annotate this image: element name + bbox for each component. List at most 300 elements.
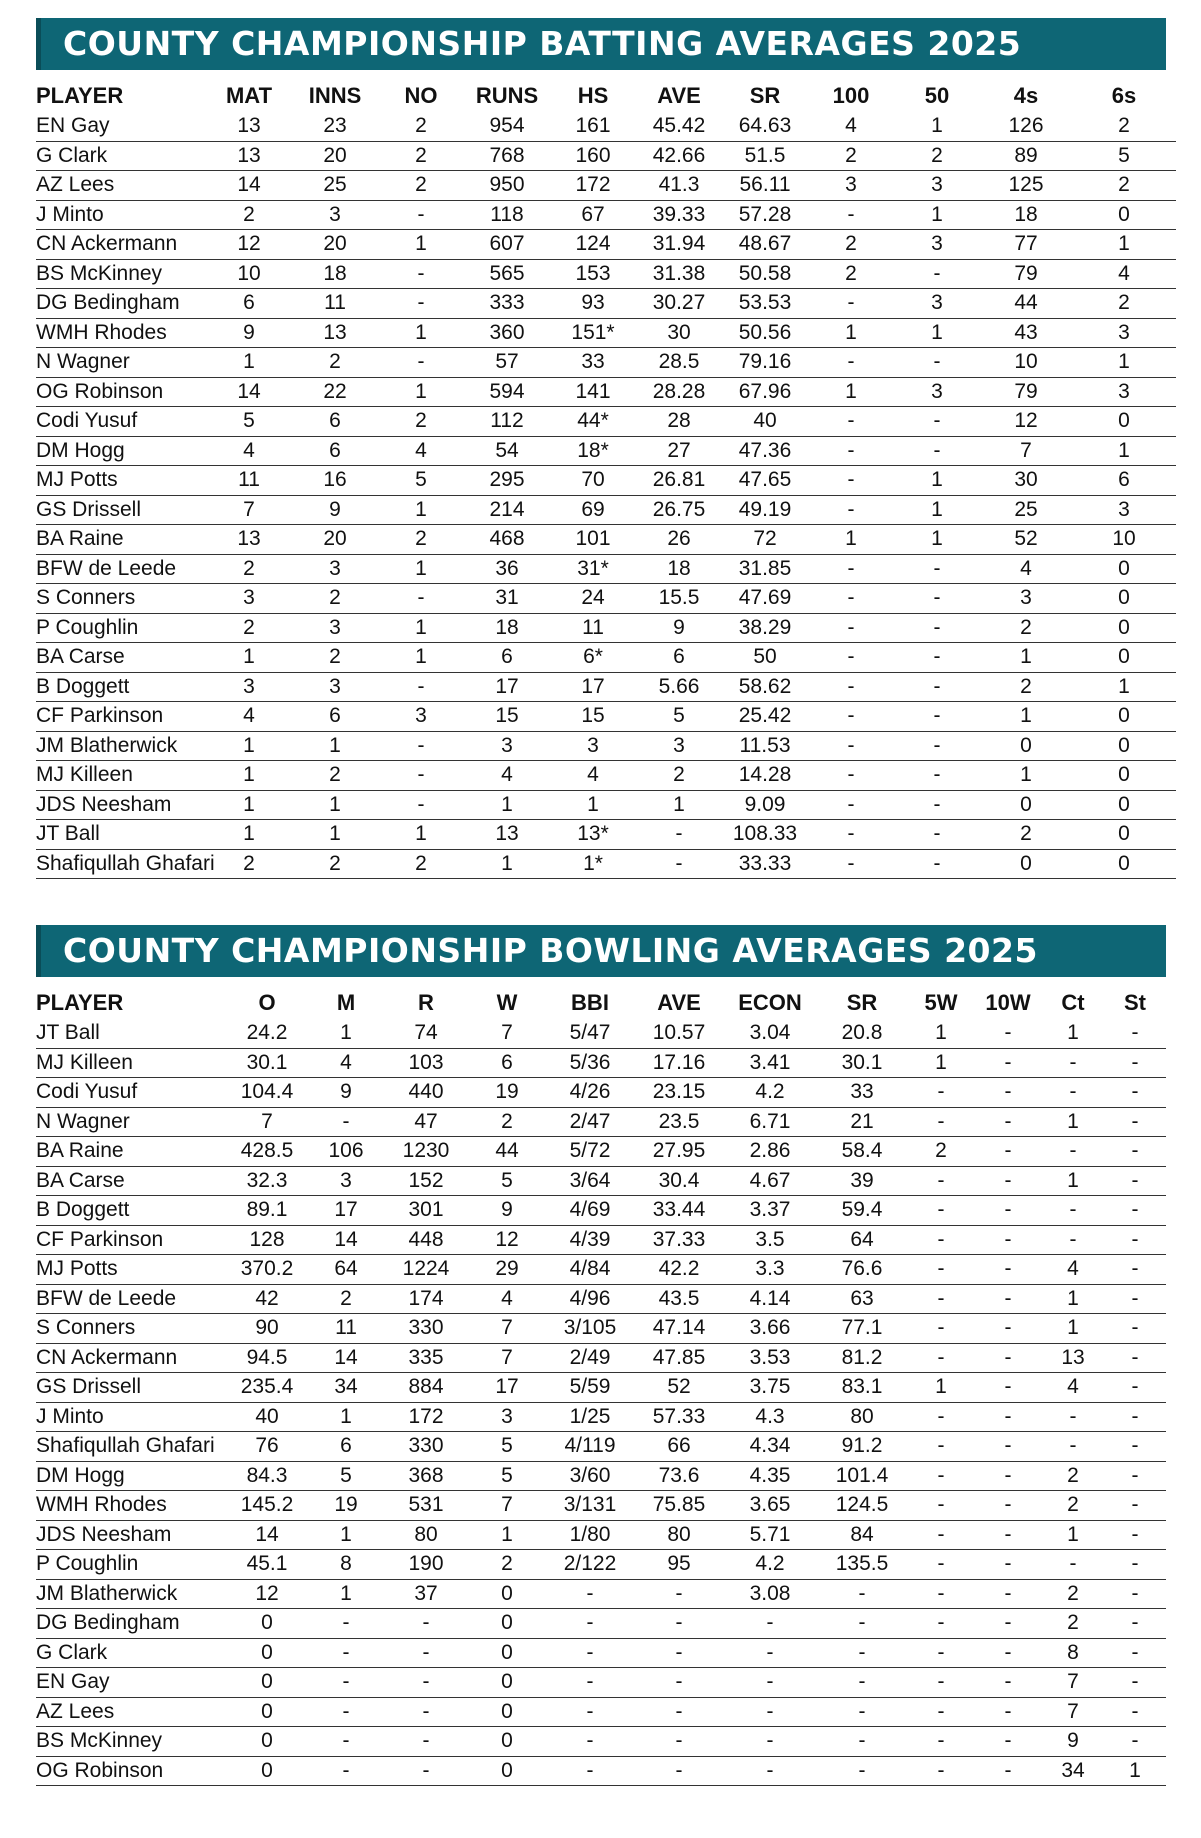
player-name-cell: JDS Neesham [36, 790, 206, 820]
player-name-cell: P Coughlin [36, 1550, 226, 1580]
stat-cell: 80 [634, 1520, 724, 1550]
stat-cell: 6.71 [724, 1107, 816, 1137]
stat-cell: - [908, 1402, 974, 1432]
stat-cell: 3 [206, 584, 292, 614]
stat-cell: 0 [1072, 849, 1176, 879]
stat-cell: 9 [636, 613, 722, 643]
stat-cell: 4.3 [724, 1402, 816, 1432]
stat-cell: 70 [550, 466, 636, 496]
stat-cell: 2 [1042, 1609, 1104, 1639]
stat-cell: - [816, 1727, 908, 1757]
player-name-cell: JDS Neesham [36, 1520, 226, 1550]
stat-cell: 4 [1072, 259, 1176, 289]
stat-cell: 0 [226, 1609, 308, 1639]
stat-cell: - [1104, 1491, 1166, 1521]
stat-cell: 5 [636, 702, 722, 732]
stat-cell: 30.4 [634, 1166, 724, 1196]
stat-cell: 1/80 [546, 1520, 634, 1550]
stat-cell: - [634, 1668, 724, 1698]
stat-cell: 45.42 [636, 112, 722, 141]
stat-cell: 54 [464, 436, 550, 466]
player-name-cell: CN Ackermann [36, 1343, 226, 1373]
stat-cell: 1 [206, 790, 292, 820]
stat-cell: 44* [550, 407, 636, 437]
stat-cell: - [908, 1255, 974, 1285]
table-row [36, 289, 1176, 319]
stat-cell: 81.2 [816, 1343, 908, 1373]
stat-cell: - [308, 1107, 384, 1137]
stat-cell: 3 [292, 554, 378, 584]
stat-cell: - [894, 849, 980, 879]
stat-cell: 3 [468, 1402, 546, 1432]
player-name-cell: B Doggett [36, 672, 206, 702]
stat-cell: 2 [292, 761, 378, 791]
player-name-cell: Shafiqullah Ghafari [36, 849, 206, 879]
stat-cell: 95 [634, 1550, 724, 1580]
stat-cell: 10 [1072, 525, 1176, 555]
table-row [36, 466, 1176, 496]
stat-cell: 2 [908, 1137, 974, 1167]
stat-cell: 5 [468, 1432, 546, 1462]
stat-cell: 67 [550, 200, 636, 230]
stat-cell: - [724, 1727, 816, 1757]
stat-cell: 94.5 [226, 1343, 308, 1373]
stat-cell: - [908, 1314, 974, 1344]
stat-cell: 58.62 [722, 672, 808, 702]
stat-cell: - [974, 1550, 1042, 1580]
stat-cell: - [634, 1638, 724, 1668]
stat-cell: - [634, 1727, 724, 1757]
stat-cell: 53.53 [722, 289, 808, 319]
bowling-header-row [36, 987, 1166, 1019]
stat-cell: 25 [980, 495, 1072, 525]
stat-cell: 1 [894, 466, 980, 496]
stat-cell: 2 [292, 849, 378, 879]
stat-cell: - [1104, 1078, 1166, 1108]
stat-cell: 4 [378, 436, 464, 466]
stat-cell: - [974, 1314, 1042, 1344]
stat-cell: 2 [378, 525, 464, 555]
stat-cell: 17.16 [634, 1048, 724, 1078]
batting-averages-section [36, 18, 1166, 879]
stat-cell: 1 [980, 761, 1072, 791]
table-row [36, 1550, 1166, 1580]
stat-cell: 3.04 [724, 1019, 816, 1048]
player-name-cell: DM Hogg [36, 436, 206, 466]
stat-cell: 58.4 [816, 1137, 908, 1167]
stat-cell: - [808, 495, 894, 525]
player-name-cell: MJ Potts [36, 466, 206, 496]
stat-cell: 0 [226, 1668, 308, 1698]
stat-cell: 3 [1072, 495, 1176, 525]
player-name-cell: MJ Potts [36, 1255, 226, 1285]
player-name-cell: G Clark [36, 1638, 226, 1668]
stat-cell: - [1104, 1520, 1166, 1550]
stat-cell: 22 [292, 377, 378, 407]
stat-cell: 2 [206, 200, 292, 230]
stat-cell: 4/119 [546, 1432, 634, 1462]
stat-cell: 2 [980, 820, 1072, 850]
stat-cell: 153 [550, 259, 636, 289]
stat-cell: 14.28 [722, 761, 808, 791]
stat-cell: - [1042, 1137, 1104, 1167]
stat-cell: 11 [308, 1314, 384, 1344]
bowling-column-header: Ct [1061, 990, 1085, 1015]
player-name-cell: BFW de Leede [36, 554, 206, 584]
batting-column-header: PLAYER [36, 83, 124, 108]
stat-cell: - [974, 1048, 1042, 1078]
stat-cell: 44 [980, 289, 1072, 319]
stat-cell: 1 [206, 761, 292, 791]
stat-cell: 1 [1042, 1284, 1104, 1314]
stat-cell: 1230 [384, 1137, 468, 1167]
stat-cell: 2 [1042, 1579, 1104, 1609]
stat-cell: - [974, 1343, 1042, 1373]
stat-cell: 7 [226, 1107, 308, 1137]
stat-cell: - [308, 1609, 384, 1639]
stat-cell: 52 [634, 1373, 724, 1403]
table-row [36, 1579, 1166, 1609]
stat-cell: 2 [808, 259, 894, 289]
stat-cell: 3 [636, 731, 722, 761]
stat-cell: 3.5 [724, 1225, 816, 1255]
stat-cell: 104.4 [226, 1078, 308, 1108]
stat-cell: - [808, 348, 894, 378]
stat-cell: 17 [308, 1196, 384, 1226]
stat-cell: - [546, 1579, 634, 1609]
table-row [36, 1727, 1166, 1757]
stat-cell: 3.3 [724, 1255, 816, 1285]
player-name-cell: G Clark [36, 141, 206, 171]
stat-cell: 3/60 [546, 1461, 634, 1491]
stat-cell: - [634, 1609, 724, 1639]
stat-cell: 26.81 [636, 466, 722, 496]
player-name-cell: B Doggett [36, 1196, 226, 1226]
stat-cell: - [546, 1756, 634, 1786]
batting-table [36, 80, 1176, 879]
stat-cell: - [1104, 1461, 1166, 1491]
table-row [36, 200, 1176, 230]
stat-cell: 64 [308, 1255, 384, 1285]
stat-cell: 17 [468, 1373, 546, 1403]
stat-cell: - [1104, 1579, 1166, 1609]
stat-cell: 56.11 [722, 171, 808, 201]
stat-cell: 57 [464, 348, 550, 378]
stat-cell: 31.38 [636, 259, 722, 289]
stat-cell: 4/39 [546, 1225, 634, 1255]
stat-cell: 13 [206, 112, 292, 141]
player-name-cell: BS McKinney [36, 259, 206, 289]
stat-cell: 5 [308, 1461, 384, 1491]
player-name-cell: BA Raine [36, 525, 206, 555]
stat-cell: 83.1 [816, 1373, 908, 1403]
stat-cell: 43.5 [634, 1284, 724, 1314]
stat-cell: - [894, 820, 980, 850]
stat-cell: 4.2 [724, 1550, 816, 1580]
stat-cell: 152 [384, 1166, 468, 1196]
stat-cell: - [816, 1697, 908, 1727]
stat-cell: - [308, 1756, 384, 1786]
stat-cell: 235.4 [226, 1373, 308, 1403]
stat-cell: 1 [1042, 1520, 1104, 1550]
table-row [36, 377, 1176, 407]
stat-cell: - [908, 1343, 974, 1373]
stat-cell: 76 [226, 1432, 308, 1462]
stat-cell: - [908, 1697, 974, 1727]
stat-cell: - [634, 1697, 724, 1727]
stat-cell: 51.5 [722, 141, 808, 171]
stat-cell: - [894, 348, 980, 378]
stat-cell: 1 [378, 613, 464, 643]
stat-cell: - [724, 1697, 816, 1727]
player-name-cell: N Wagner [36, 348, 206, 378]
stat-cell: - [908, 1609, 974, 1639]
table-row [36, 1491, 1166, 1521]
stat-cell: 64 [816, 1225, 908, 1255]
stat-cell: 80 [816, 1402, 908, 1432]
stat-cell: 5 [206, 407, 292, 437]
stat-cell: - [808, 613, 894, 643]
stat-cell: 1 [980, 643, 1072, 673]
stat-cell: 13 [292, 318, 378, 348]
stat-cell: 3.08 [724, 1579, 816, 1609]
stat-cell: 12 [226, 1579, 308, 1609]
stat-cell: 32.3 [226, 1166, 308, 1196]
stat-cell: 3 [1072, 377, 1176, 407]
table-row [36, 643, 1176, 673]
stat-cell: 330 [384, 1432, 468, 1462]
stat-cell: 79 [980, 377, 1072, 407]
stat-cell: 594 [464, 377, 550, 407]
stat-cell: 10 [980, 348, 1072, 378]
stat-cell: 2 [1072, 112, 1176, 141]
stat-cell: - [808, 200, 894, 230]
stat-cell: 448 [384, 1225, 468, 1255]
stat-cell: 5/59 [546, 1373, 634, 1403]
stat-cell: 1 [808, 525, 894, 555]
stat-cell: 93 [550, 289, 636, 319]
stat-cell: - [384, 1668, 468, 1698]
stat-cell: - [384, 1638, 468, 1668]
stat-cell: 0 [1072, 407, 1176, 437]
stat-cell: - [974, 1196, 1042, 1226]
stat-cell: 30 [980, 466, 1072, 496]
stat-cell: 23.15 [634, 1078, 724, 1108]
stat-cell: 18 [292, 259, 378, 289]
stat-cell: 6* [550, 643, 636, 673]
stat-cell: 74 [384, 1019, 468, 1048]
stat-cell: - [378, 348, 464, 378]
player-name-cell: MJ Killeen [36, 761, 206, 791]
stat-cell: 11.53 [722, 731, 808, 761]
stat-cell: 7 [468, 1314, 546, 1344]
stat-cell: - [908, 1196, 974, 1226]
stat-cell: 17 [550, 672, 636, 702]
player-name-cell: CN Ackermann [36, 230, 206, 260]
player-name-cell: CF Parkinson [36, 1225, 226, 1255]
stat-cell: - [546, 1638, 634, 1668]
stat-cell: 118 [464, 200, 550, 230]
stat-cell: 295 [464, 466, 550, 496]
batting-header-row [36, 80, 1176, 112]
stat-cell: 1 [550, 790, 636, 820]
stat-cell: 1 [894, 200, 980, 230]
stat-cell: - [308, 1638, 384, 1668]
stat-cell: 40 [722, 407, 808, 437]
stat-cell: 18 [980, 200, 1072, 230]
stat-cell: 11 [292, 289, 378, 319]
stat-cell: 3 [378, 702, 464, 732]
stat-cell: 3 [464, 731, 550, 761]
stat-cell: 1 [1072, 348, 1176, 378]
stat-cell: 2 [980, 672, 1072, 702]
table-row [36, 1343, 1166, 1373]
stat-cell: 141 [550, 377, 636, 407]
stat-cell: 77.1 [816, 1314, 908, 1344]
stat-cell: 6 [292, 436, 378, 466]
stat-cell: 1/25 [546, 1402, 634, 1432]
batting-column-header: MAT [225, 83, 273, 108]
stat-cell: 42.2 [634, 1255, 724, 1285]
bowling-column-header: St [1124, 990, 1146, 1015]
stat-cell: 89.1 [226, 1196, 308, 1226]
table-row [36, 1461, 1166, 1491]
stat-cell: 50.58 [722, 259, 808, 289]
stat-cell: - [724, 1756, 816, 1786]
table-row [36, 525, 1176, 555]
stat-cell: 101.4 [816, 1461, 908, 1491]
stat-cell: 1 [378, 643, 464, 673]
stat-cell: 10 [206, 259, 292, 289]
stat-cell: 25 [292, 171, 378, 201]
stat-cell: - [894, 407, 980, 437]
stat-cell: 2 [378, 141, 464, 171]
stat-cell: - [1104, 1107, 1166, 1137]
stat-cell: - [1042, 1402, 1104, 1432]
table-row [36, 407, 1176, 437]
player-name-cell: OG Robinson [36, 1756, 226, 1786]
stat-cell: - [378, 259, 464, 289]
stat-cell: - [808, 790, 894, 820]
stat-cell: 950 [464, 171, 550, 201]
stat-cell: 3.75 [724, 1373, 816, 1403]
stat-cell: 1 [378, 554, 464, 584]
stat-cell: 23 [292, 112, 378, 141]
stat-cell: 14 [308, 1343, 384, 1373]
stat-cell: - [546, 1668, 634, 1698]
stat-cell: 44 [468, 1137, 546, 1167]
stat-cell: 160 [550, 141, 636, 171]
stat-cell: 33 [816, 1078, 908, 1108]
table-row [36, 1255, 1166, 1285]
bowling-body [36, 1019, 1166, 1786]
stat-cell: 0 [1072, 200, 1176, 230]
stat-cell: 3.65 [724, 1491, 816, 1521]
player-name-cell: BA Raine [36, 1137, 226, 1167]
stat-cell: 1 [206, 820, 292, 850]
stat-cell: 108.33 [722, 820, 808, 850]
stat-cell: 370.2 [226, 1255, 308, 1285]
stat-cell: 30.1 [226, 1048, 308, 1078]
player-name-cell: Shafiqullah Ghafari [36, 1432, 226, 1462]
stat-cell: 9.09 [722, 790, 808, 820]
stat-cell: - [808, 672, 894, 702]
stat-cell: - [908, 1432, 974, 1462]
stat-cell: 3 [308, 1166, 384, 1196]
stat-cell: 79.16 [722, 348, 808, 378]
stat-cell: - [974, 1491, 1042, 1521]
stat-cell: 3.37 [724, 1196, 816, 1226]
stat-cell: 2 [1072, 289, 1176, 319]
stat-cell: - [894, 436, 980, 466]
stat-cell: 1 [464, 849, 550, 879]
stat-cell: 19 [308, 1491, 384, 1521]
stat-cell: 2 [206, 613, 292, 643]
stat-cell: - [808, 643, 894, 673]
batting-column-header: 4s [1013, 83, 1039, 108]
stat-cell: 91.2 [816, 1432, 908, 1462]
stat-cell: 20 [292, 525, 378, 555]
stat-cell: 1 [1042, 1107, 1104, 1137]
stat-cell: 20.8 [816, 1019, 908, 1048]
table-row [36, 1166, 1166, 1196]
table-row [36, 1019, 1166, 1048]
stat-cell: - [1104, 1638, 1166, 1668]
stat-cell: 768 [464, 141, 550, 171]
player-name-cell: P Coughlin [36, 613, 206, 643]
stat-cell: 174 [384, 1284, 468, 1314]
stat-cell: 47.65 [722, 466, 808, 496]
table-row [36, 112, 1176, 141]
stat-cell: 14 [206, 377, 292, 407]
stat-cell: 1 [908, 1373, 974, 1403]
stat-cell: - [974, 1697, 1042, 1727]
batting-column-header: NO [404, 83, 438, 108]
stat-cell: 43 [980, 318, 1072, 348]
stat-cell: 1 [308, 1402, 384, 1432]
stat-cell: - [974, 1609, 1042, 1639]
stat-cell: 6 [206, 289, 292, 319]
stat-cell: - [378, 672, 464, 702]
table-row [36, 849, 1176, 879]
stat-cell: 0 [1072, 702, 1176, 732]
stat-cell: 3 [808, 171, 894, 201]
stat-cell: 3.53 [724, 1343, 816, 1373]
stat-cell: 15 [550, 702, 636, 732]
stat-cell: 7 [980, 436, 1072, 466]
player-name-cell: DM Hogg [36, 1461, 226, 1491]
table-row [36, 1314, 1166, 1344]
stat-cell: 5 [1072, 141, 1176, 171]
stat-cell: 38.29 [722, 613, 808, 643]
stat-cell: 1224 [384, 1255, 468, 1285]
stat-cell: 2 [894, 141, 980, 171]
stat-cell: 3 [292, 613, 378, 643]
bowling-column-header: 10W [985, 990, 1031, 1015]
table-row [36, 141, 1176, 171]
stat-cell: 28 [636, 407, 722, 437]
stat-cell: - [636, 849, 722, 879]
stat-cell: 24 [550, 584, 636, 614]
stat-cell: - [974, 1668, 1042, 1698]
table-row [36, 1668, 1166, 1698]
player-name-cell: OG Robinson [36, 377, 206, 407]
stat-cell: 2 [468, 1107, 546, 1137]
stat-cell: 33.33 [722, 849, 808, 879]
stat-cell: - [378, 731, 464, 761]
stat-cell: 1 [378, 495, 464, 525]
stat-cell: 1 [308, 1579, 384, 1609]
